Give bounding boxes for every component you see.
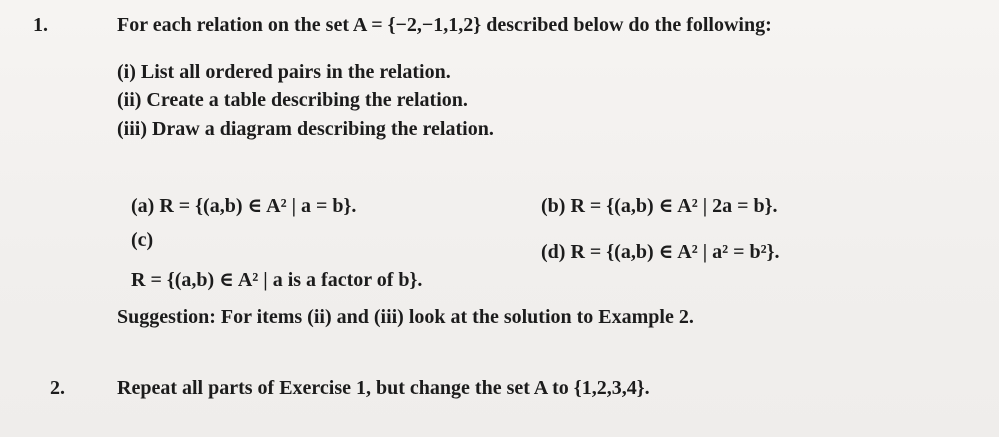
exercise-2-text: Repeat all parts of Exercise 1, but change the set A to {1,2,3,4}. [117, 377, 650, 399]
step-i: (i) List all ordered pairs in the relation. [117, 61, 451, 83]
item-b: (b) R = {(a,b) ∈ A² | 2a = b}. [541, 195, 778, 217]
item-d: (d) R = {(a,b) ∈ A² | a² = b²}. [541, 241, 780, 263]
item-c-body: R = {(a,b) ∈ A² | a is a factor of b}. [131, 269, 423, 291]
exercise-2-number: 2. [50, 377, 65, 399]
step-iii: (iii) Draw a diagram describing the relation. [117, 118, 494, 140]
item-a: (a) R = {(a,b) ∈ A² | a = b}. [131, 195, 357, 217]
item-c-label: (c) [131, 229, 154, 251]
exercise-1-intro: For each relation on the set A = {−2,−1,1,2} described below do the following: [117, 14, 772, 36]
step-ii: (ii) Create a table describing the relation. [117, 89, 468, 111]
exercise-1-number: 1. [33, 14, 48, 36]
suggestion-text: Suggestion: For items (ii) and (iii) look at the solution to Example 2. [117, 306, 694, 328]
